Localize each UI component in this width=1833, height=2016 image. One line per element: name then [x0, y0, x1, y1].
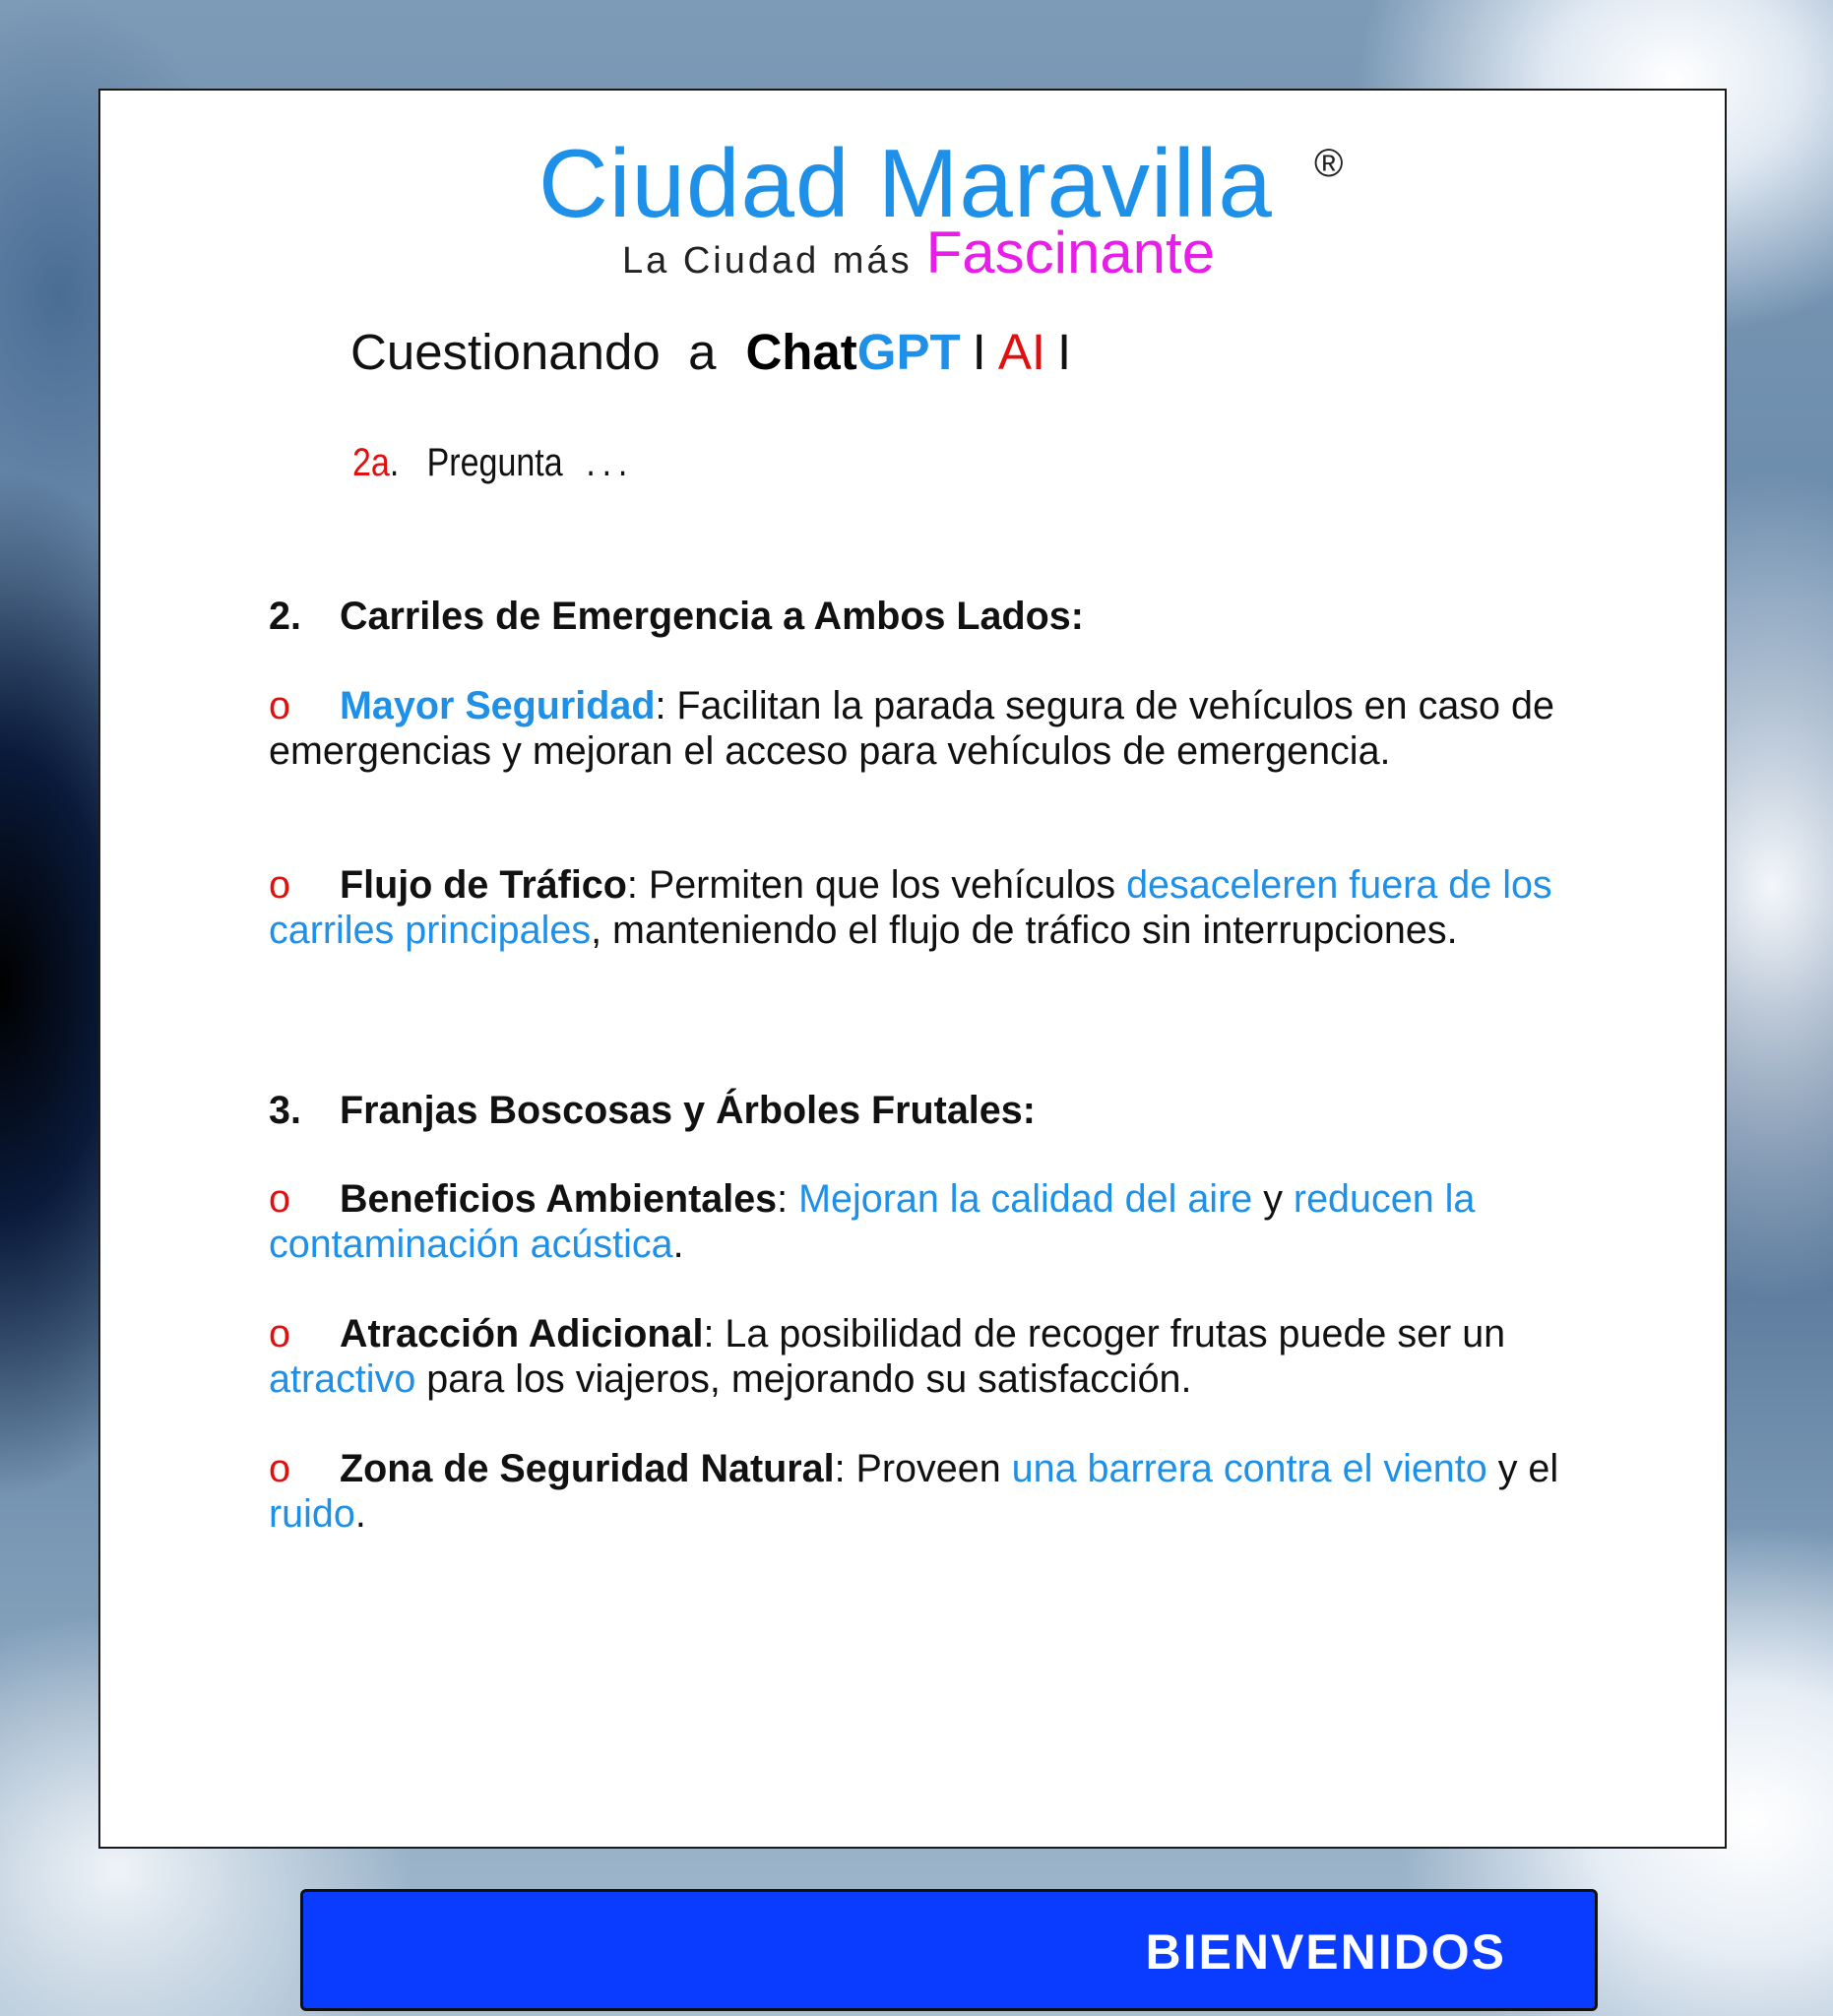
list-item	[269, 1446, 1647, 1537]
bullet: o	[269, 863, 290, 907]
item-term: Mayor Seguridad	[340, 684, 656, 727]
list-item	[269, 862, 1647, 953]
highlighted-phrase: ruido	[269, 1492, 355, 1536]
item-text: : Permiten que los vehículos	[626, 863, 1127, 907]
question-number-dot: .	[389, 441, 400, 484]
section-title: Franjas Boscosas y Árboles Frutales:	[340, 1089, 1036, 1132]
item-text: y el	[1486, 1447, 1559, 1490]
item-text: : La posibilidad de recoger frutas puede ser un	[703, 1312, 1506, 1355]
item-text: : Proveen	[834, 1447, 1012, 1490]
item-term: Flujo de Tráfico	[340, 863, 627, 907]
highlighted-phrase: una barrera contra el viento	[1011, 1447, 1487, 1490]
brand-title: Ciudad Maravilla	[538, 129, 1273, 237]
section-2-heading	[269, 594, 1647, 639]
registered-mark: ®	[1314, 142, 1344, 185]
welcome-button[interactable]	[300, 1889, 1598, 2011]
bullet: o	[269, 1447, 290, 1490]
list-item	[269, 683, 1647, 774]
highlighted-phrase: Mejoran la calidad del aire	[798, 1177, 1253, 1221]
question-prefix: Cuestionando a	[350, 324, 717, 380]
tagline-prefix: La Ciudad más	[622, 240, 913, 282]
list-item	[269, 1311, 1647, 1402]
gpt-label: GPT	[856, 324, 961, 380]
highlighted-phrase: desaceleren fuera de los carriles principales	[269, 863, 1552, 952]
chat-label: Chat	[745, 324, 857, 380]
item-term: Beneficios Ambientales	[340, 1177, 778, 1221]
section-title: Carriles de Emergencia a Ambos Lados:	[340, 595, 1084, 638]
highlighted-phrase: reducen la contaminación acústica	[269, 1177, 1476, 1266]
question-line	[350, 323, 1083, 381]
content-panel	[98, 89, 1727, 1849]
question-label: Pregunta	[426, 441, 563, 484]
item-text: para los viajeros, mejorando su satisfacción.	[415, 1357, 1192, 1401]
separator: I	[1057, 324, 1072, 380]
item-term: Atracción Adicional	[340, 1312, 704, 1355]
bullet: o	[269, 684, 290, 727]
bullet: o	[269, 1312, 290, 1355]
item-term: Zona de Seguridad Natural	[340, 1447, 835, 1490]
item-text: :	[777, 1177, 799, 1221]
question-heading	[352, 441, 634, 485]
item-text: , manteniendo el flujo de tráfico sin interrupciones.	[591, 909, 1458, 952]
section-number: 3.	[269, 1089, 301, 1132]
item-text: y	[1252, 1177, 1294, 1221]
highlighted-phrase: atractivo	[269, 1357, 416, 1401]
item-text: : Facilitan la parada segura de vehículos en caso de emergencias y mejoran el acceso para vehículos de emergencia.	[269, 684, 1554, 773]
tagline	[622, 219, 1215, 286]
question-number: 2a	[352, 441, 390, 484]
section-3-heading	[269, 1088, 1647, 1133]
separator: I	[972, 324, 986, 380]
item-text: .	[354, 1492, 366, 1536]
welcome-label: BIENVENIDOS	[1145, 1924, 1506, 1980]
ai-label: AI	[997, 324, 1045, 380]
section-number: 2.	[269, 595, 301, 638]
tagline-highlight: Fascinante	[925, 220, 1216, 285]
question-dots: ...	[586, 441, 635, 484]
bullet: o	[269, 1177, 290, 1221]
item-text: .	[672, 1223, 684, 1266]
list-item	[269, 1176, 1647, 1267]
